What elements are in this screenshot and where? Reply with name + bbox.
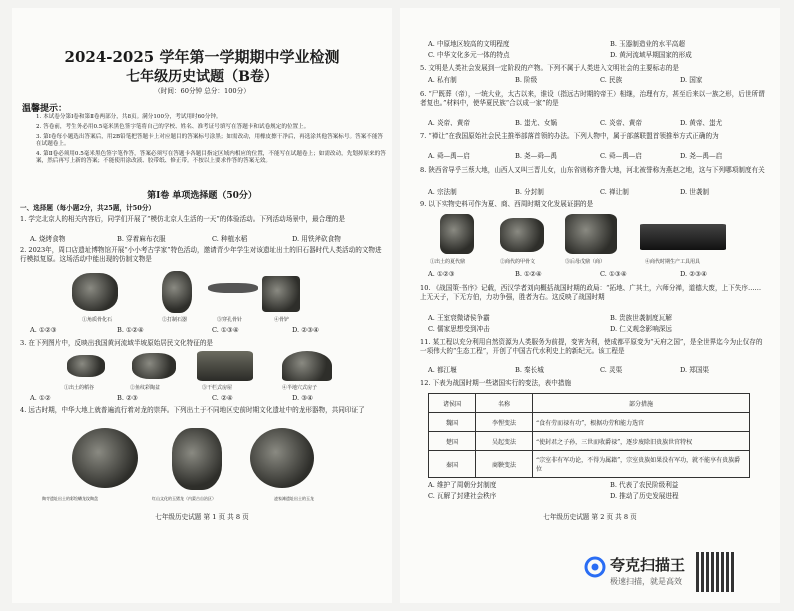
q3-option-b: B. ②③: [117, 394, 138, 402]
q2-caption-4: ④骨铲: [274, 317, 290, 323]
q4-caption-3: 凌家滩遗址出土的玉龙: [274, 496, 314, 501]
artifact-image: [72, 428, 138, 488]
q10-option-a: A. 王室衰微诸侯争霸: [428, 314, 490, 322]
q9-caption-4: ④商代时期生产工具用具: [645, 259, 701, 265]
q6-option-d: D. 黄帝、蚩尤: [680, 119, 723, 127]
artifact-image: [197, 351, 253, 381]
page-footer: 七年级历史试题 第 2 页 共 8 页: [543, 513, 637, 521]
q2-option-a: A. ①②③: [30, 326, 57, 334]
exam-page-1: [12, 8, 392, 603]
question-4: 4. 远古时期，中华大地上就普遍流行着对龙的崇拜。下列出土于不同地区史前时期文化遗址中的龙形器物，共同印证了: [20, 406, 365, 414]
question-9: 9. 以下实物史料可作为夏、商、西周时期文化发展证据的是: [420, 200, 594, 208]
q8-option-b: B. 分封制: [515, 188, 544, 196]
artifact-image: [72, 273, 118, 311]
q9-caption-1: ①出土的夏代鼎: [430, 259, 466, 265]
question-7: 7. “禅让”在我国原始社会民主推举部落首领的办法。下列人物中，属于部落联盟首领推举方式正确的为: [420, 132, 719, 140]
scanner-watermark: [582, 552, 686, 592]
artifact-image: [640, 224, 726, 250]
q11-option-c: C. 灵渠: [600, 366, 623, 374]
q1-option-a: A. 烧烤食物: [30, 235, 66, 243]
section-title: 第Ⅰ卷 单项选择题（50分）: [147, 191, 257, 201]
question-2: 2. 2023年，周口店遗址博物馆开展“小小考古学家”特色活动，邀请青少年学生对该遗址出土的旧石器时代人类活动的文物进行模拟复原。这场活动中能出现的仿制文物是: [20, 246, 382, 263]
section-instructions: 一、选择题（每小题2分，共25题，计50分）: [20, 204, 156, 212]
q6-option-c: C. 炎帝、黄帝: [600, 119, 642, 127]
q12-option-c: C. 瓦解了封建社会秩序: [428, 492, 497, 500]
q4-caption-2: 红山文化的玉猪龙（内蒙古自治区）: [152, 496, 216, 501]
q11-option-a: A. 都江堰: [428, 366, 457, 374]
table-row: [429, 413, 750, 432]
q9-option-d: D. ②③④: [680, 270, 707, 278]
q4-option-d: D. 黄河流域早期国家的形成: [610, 51, 692, 59]
q5-option-d: D. 国家: [680, 76, 703, 84]
q6-option-a: A. 炎帝、黄帝: [428, 119, 470, 127]
quark-logo-icon: [584, 556, 606, 578]
reform-table: [428, 393, 750, 478]
q8-option-c: C. 禅让制: [600, 188, 629, 196]
q3-caption-4: ④半地穴式房子: [282, 385, 318, 391]
exam-page-2: [400, 8, 780, 603]
q3-option-d: D. ③④: [292, 394, 314, 402]
table-header-cell: 诸侯国: [429, 394, 476, 413]
q2-caption-2: ②打制石器: [162, 317, 188, 323]
q2-option-c: C. ①③④: [212, 326, 239, 334]
tip-2: 2. 答卷前，考生务必用0.5毫米黑色签字笔将自己的学校、姓名、准考证号填写在答题卡和试卷规定的位置上。: [36, 124, 310, 130]
page-footer: 七年级历史试题 第 1 页 共 8 页: [155, 513, 249, 521]
q9-caption-2: ②商代的甲骨文: [500, 259, 536, 265]
question-8: 8. 陕西省导乎三蔡大地，山西人又叫三晋儿女，山东省则称齐鲁大地，河北被誉称为燕赵之地，这与下列哪项制度有关: [420, 166, 765, 174]
q7-option-b: B. 尧—舜—禹: [515, 152, 558, 160]
table-cell: 秦国: [429, 451, 476, 478]
artifact-image: [67, 355, 105, 377]
question-11: 11. 某工程以充分利用自然资源为人类服务为前提，变害为利，使成都平原变为“天府之国”，是全世界迄今为止仅存的一项伟大的“生态工程”，开创了中国古代水利史上的新纪元。该工程是: [420, 338, 763, 355]
question-10: 10. 《战国策·书序》记载，西汉学者刘向概括战国时期的政局：“拓地、广其土，六师分禅，道德大废，上下失序……上无天子，下无方伯，力功争强，胜者为右。这反映了战国时期: [420, 284, 762, 301]
q7-option-a: A. 舜—禹—启: [428, 152, 470, 160]
artifact-image: [162, 271, 192, 313]
q9-option-b: B. ①②④: [515, 270, 542, 278]
artifact-image: [282, 351, 332, 381]
q10-option-b: B. 贵族世袭制度瓦解: [610, 314, 672, 322]
scanner-slogan: 极速扫描，就是高效: [610, 577, 682, 586]
q8-option-a: A. 宗法制: [428, 188, 457, 196]
artifact-image: [565, 214, 617, 254]
q4-option-a: A. 中原地区较高的文明程度: [428, 40, 510, 48]
question-1: 1. 学完北京人的相关内容后，同学们开展了“模仿北京人生活的一天”的体验活动。下列活动场景中，最合理的是: [20, 215, 346, 223]
table-cell: 吴起变法: [476, 432, 533, 451]
table-cell: 李悝变法: [476, 413, 533, 432]
table-cell: “食有劳而禄有功”，根据功劳和能力选官: [533, 413, 750, 432]
tip-4: 4. 第Ⅱ卷必须用0.5毫米黑色签字笔作答，答案必须写在答题卡各题目指定区域内相应的位置，不能写在试题卷上；如需改动，先划掉原来的答案，然后再写上新的答案；不能使用涂改液、胶带纸、修正带。不按以上要求作答的答案无效。: [36, 151, 386, 165]
q5-option-c: C. 民族: [600, 76, 623, 84]
exam-subtitle: 七年级历史试题（B卷）: [126, 69, 278, 85]
q3-option-c: C. ②④: [212, 394, 233, 402]
scanner-app-name: 夸克扫描王: [610, 556, 686, 574]
q2-option-b: B. ①②④: [117, 326, 144, 334]
q10-option-c: C. 儒家思想受到冲击: [428, 325, 490, 333]
q10-option-d: D. 仁义观念影响深远: [610, 325, 672, 333]
q1-option-b: B. 穿着麻布衣服: [117, 235, 166, 243]
table-row: [429, 432, 750, 451]
artifact-image: [250, 428, 314, 488]
q3-caption-1: ①出土的稻谷: [64, 385, 95, 391]
table-row: [429, 451, 750, 478]
artifact-image: [132, 353, 176, 379]
q4-caption-1: 陶寺遗址出土的彩绘蟠龙纹陶盘: [42, 496, 98, 501]
artifact-image: [172, 428, 222, 490]
table-cell: 魏国: [429, 413, 476, 432]
time-score: （时间：60分钟 总分：100分）: [154, 87, 250, 95]
artifact-image: [208, 283, 258, 293]
q5-option-a: A. 私有制: [428, 76, 457, 84]
question-12: 12. 下表为战国时期一些诸国实行的变法，表中措施: [420, 379, 572, 387]
q3-option-a: A. ①②: [30, 394, 51, 402]
q9-option-c: C. ①③④: [600, 270, 627, 278]
q1-option-c: C. 种植水稻: [212, 235, 248, 243]
table-cell: “使封君之子孙，三世而收爵禄”，逐步废除旧贵族世官特权: [533, 432, 750, 451]
table-header-cell: 名称: [476, 394, 533, 413]
tip-3: 3. 第Ⅰ卷每小题选出答案后，用2B铅笔把答题卡上对应题目的答案标号涂黑；如需改动，用橡皮擦干净后，再选涂其他答案标号。答案不能答在试题卷上。: [36, 134, 384, 148]
q1-option-d: D. 用铁斧砍食物: [292, 235, 341, 243]
q3-caption-3: ③干栏式房屋: [202, 385, 233, 391]
artifact-image: [440, 214, 474, 254]
q8-option-d: D. 世袭制: [680, 188, 710, 196]
q9-caption-3: ③后母戊鼎（商）: [565, 259, 606, 265]
table-cell: “宗室非有军功论，不得为属籍”，宗室贵族如果没有军功，就不能享有贵族爵位: [533, 451, 750, 478]
q12-option-a: A. 维护了周朝分封制度: [428, 481, 497, 489]
table-header-cell: 部分措施: [533, 394, 750, 413]
exam-title: 2024-2025 学年第一学期期中学业检测: [64, 48, 340, 66]
q6-option-b: B. 蚩尤、女娲: [515, 119, 558, 127]
q7-option-d: D. 尧—禹—启: [680, 152, 723, 160]
qr-code-icon: [696, 552, 736, 592]
q9-option-a: A. ①②③: [428, 270, 455, 278]
q12-option-b: B. 代表了农民阶级利益: [610, 481, 679, 489]
table-cell: 楚国: [429, 432, 476, 451]
q12-option-d: D. 推动了历史发展进程: [610, 492, 679, 500]
tip-1: 1. 本试卷分第Ⅰ卷和第Ⅱ卷两部分，共8页。满分100分，考试用时60分钟。: [36, 114, 222, 120]
q11-option-d: D. 郑国渠: [680, 366, 710, 374]
artifact-image: [500, 218, 544, 252]
q2-caption-3: ③穿孔骨针: [217, 317, 243, 323]
q4-option-b: B. 玉器制造业的水平高超: [610, 40, 685, 48]
question-3: 3. 在下列图片中，反映出我国黄河流域半坡原始居民文化特征的是: [20, 339, 214, 347]
q2-caption-1: ①角质骨化石: [82, 317, 113, 323]
table-cell: 商鞅变法: [476, 451, 533, 478]
artifact-image: [262, 276, 300, 312]
tips-heading: 温馨提示：: [22, 104, 68, 114]
table-header: [429, 394, 750, 413]
question-5: 5. 文明是人类社会发展到一定阶段的产物。下列不属于人类进入文明社会的主要标志的是: [420, 64, 679, 72]
q4-option-c: C. 中华文化多元一体的特点: [428, 51, 510, 59]
q2-option-d: D. ②③④: [292, 326, 319, 334]
q3-caption-2: ②鱼纹彩陶盆: [130, 385, 161, 391]
q5-option-b: B. 阶级: [515, 76, 538, 84]
question-6: 6. “尸既葬（帝），一统大业，太古以来，谁设（指远古时期的帝王）相继，治理有方，甚至后来以一族之形，后世所谓者复也。”材料中，使华夏民族“合以成一家”的是: [420, 90, 765, 107]
q11-option-b: B. 秦长城: [515, 366, 544, 374]
q7-option-c: C. 舜—禹—启: [600, 152, 642, 160]
